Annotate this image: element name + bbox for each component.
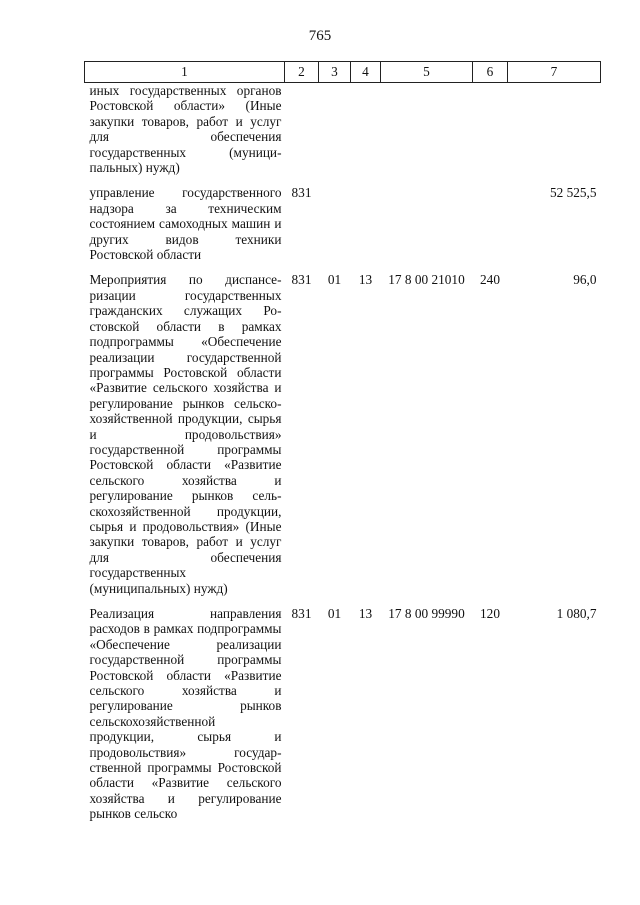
header-col-6: 6 xyxy=(473,62,508,83)
row-pr xyxy=(351,83,381,186)
row-vr xyxy=(473,185,508,272)
row-rz xyxy=(319,83,351,186)
row-ved xyxy=(285,83,319,186)
table-row xyxy=(85,185,601,272)
row-sum xyxy=(508,83,601,186)
row-rz: 01 xyxy=(327,272,342,288)
row-csr: 17 8 00 99990 xyxy=(388,606,465,621)
row-pr: 13 xyxy=(358,272,373,288)
row-rz: 01 xyxy=(327,606,342,621)
table-body xyxy=(85,83,601,832)
header-col-7: 7 xyxy=(508,62,601,83)
page-number: 765 xyxy=(308,28,332,44)
header-col-4: 4 xyxy=(351,62,381,83)
header-col-3: 3 xyxy=(319,62,351,83)
row-ved: 831 xyxy=(291,606,312,621)
row-csr xyxy=(381,185,473,272)
row-sum: 52 525,5 xyxy=(549,185,597,201)
row-csr: 17 8 00 21010 xyxy=(388,272,465,288)
row-ved: 831 xyxy=(291,272,312,288)
header-row xyxy=(85,62,601,83)
table-header xyxy=(85,62,601,83)
row-vr: 120 xyxy=(480,606,500,621)
row-description: Мероприятия по диспансеризации государственных гражданских служащих Ростовской области в рамках подпрограммы «Обеспечение реализации государственной программы Ростовской области «Развитие сельского хозяйства и регулирование рынков сельскохозяйственной продукции, сырья и продовольствия» государственной программы Ростовской области «Развитие сельского хозяйства и регулирование рынков сельскохозяйственной продукции, сырья и продовольствия» (Иные закупки товаров, работ и услуг для обеспечения государственных (муниципальных) нужд) xyxy=(89,272,282,596)
row-csr xyxy=(381,83,473,186)
row-sum: 96,0 xyxy=(573,272,597,288)
row-vr xyxy=(473,83,508,186)
header-col-2: 2 xyxy=(285,62,319,83)
budget-table xyxy=(84,61,601,832)
row-sum: 1 080,7 xyxy=(556,606,597,621)
row-pr: 13 xyxy=(358,606,373,621)
header-col-5: 5 xyxy=(381,62,473,83)
row-ved: 831 xyxy=(291,185,312,201)
header-col-1: 1 xyxy=(85,62,285,83)
row-vr: 240 xyxy=(480,272,500,288)
row-description: управление государственного надзора за техническим состоянием самоходных машин и других видов техники Ростовской области xyxy=(89,185,282,263)
row-description: иных государственных органов Ростовской области» (Иные закупки товаров, работ и услуг для обеспечения государственных (муниципальных) нужд) xyxy=(89,83,282,176)
table-row xyxy=(85,272,601,606)
row-description: Реализация направления расходов в рамках подпрограммы «Обеспечение реализации государственной программы Ростовской области «Развитие сельского хозяйства и регулирование рынков сельскохозяйственной продукции, сырья и продовольствия» государственной программы Ростовской области «Развитие сельского хозяйства и регулирование рынков сельско xyxy=(89,606,282,822)
table-row xyxy=(85,606,601,832)
table-row xyxy=(85,83,601,186)
row-rz xyxy=(319,185,351,272)
row-pr xyxy=(351,185,381,272)
